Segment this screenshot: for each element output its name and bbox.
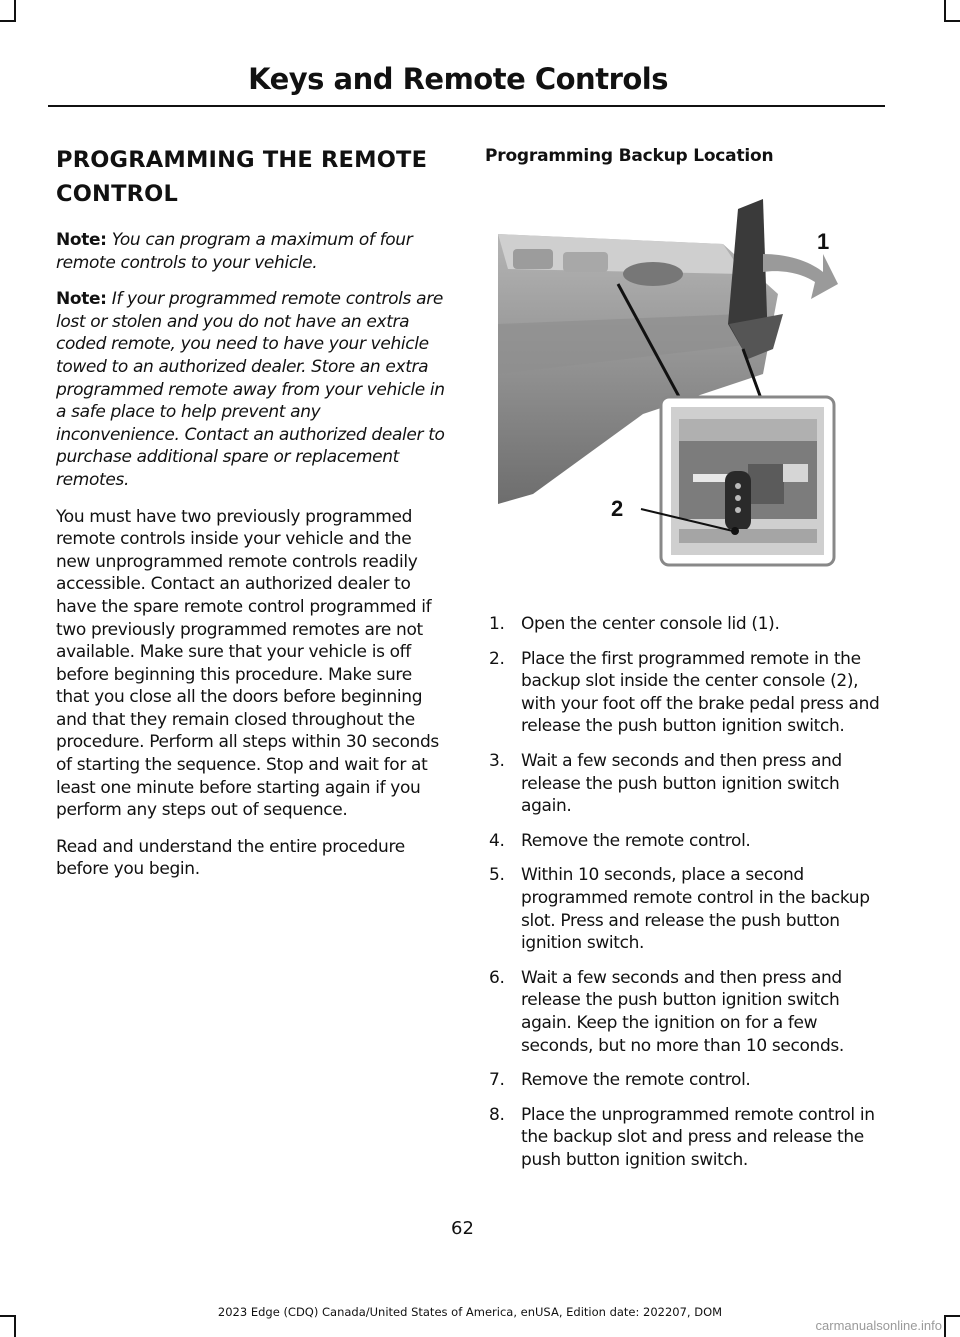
note-2-text: If your programmed remote controls are lost or stolen and you do not have an extra coded remote, you need to have your vehicle towed to an authorized dealer. Store an extra programmed remote away from your vehicle in a safe place to help prevent any inconvenience. Contact an authorized dealer to purchase additional spare or replacement remotes. (56, 289, 445, 490)
page-number: 62 (451, 1218, 474, 1239)
list-item (485, 750, 880, 818)
step-text: Wait a few seconds and then press and release the push button ignition switch again. (521, 750, 842, 817)
programming-steps-list (485, 613, 880, 1171)
console-illustration-drawing (493, 174, 841, 569)
list-item (485, 1069, 880, 1092)
step-text: Wait a few seconds and then press and release the push button ignition switch again. Keep the ignition on for a few seconds, but no more than 10 seconds. (521, 967, 844, 1056)
crop-mark (944, 20, 960, 22)
step-text: Place the unprogrammed remote control in the backup slot and press and release the push button ignition switch. (521, 1104, 875, 1170)
step-text: Place the first programmed remote in the backup slot inside the center console (2), with your foot off the brake pedal press and release the push button ignition switch. (521, 648, 880, 737)
step-text: Within 10 seconds, place a second programmed remote control in the backup slot. Press and release the push button ignition switch. (521, 865, 870, 954)
step-number: 2. (489, 648, 505, 669)
subheading-programming-backup-location: Programming Backup Location (485, 146, 774, 166)
step-text: Remove the remote control. (521, 1070, 751, 1091)
console-illustration (493, 174, 841, 569)
body-paragraph-1: You must have two previously programmed remote controls inside your vehicle and the new unprogrammed remote controls readily accessible. Contact an authorized dealer to have the spare remote control programmed if two previously programmed remotes are not available. Make sure that your vehicle is off before beginning this procedure. Make sure that you close all the doors before beginning and that they remain closed throughout the procedure. Perform all steps within 30 seconds of starting the sequence. Stop and wait for at least one minute before starting again if you perform any steps out of sequence. (56, 506, 439, 821)
crop-mark (0, 20, 16, 22)
step-number: 7. (489, 1070, 505, 1091)
crop-mark (944, 1317, 946, 1337)
header-divider (48, 105, 885, 107)
section-heading-line-1: PROGRAMMING THE REMOTE (56, 147, 428, 173)
step-number: 8. (489, 1104, 505, 1125)
note-2 (56, 288, 448, 491)
edition-footer: 2023 Edge (CDQ) Canada/United States of America, enUSA, Edition date: 202207, DOM (217, 1305, 723, 1319)
list-item (485, 967, 880, 1057)
callout-1: 1 (817, 229, 830, 254)
note-1-label: Note: (56, 230, 107, 250)
right-column (485, 146, 880, 1183)
note-1-text: You can program a maximum of four remote controls to your vehicle. (56, 230, 413, 273)
section-heading (56, 143, 448, 211)
note-1 (56, 229, 448, 274)
step-text: Remove the remote control. (521, 830, 751, 851)
list-item (485, 864, 880, 954)
step-number: 5. (489, 865, 505, 886)
crop-mark (14, 1317, 16, 1337)
section-heading-line-2: CONTROL (56, 181, 179, 207)
list-item (485, 648, 880, 738)
list-item (485, 830, 880, 853)
list-item (485, 1104, 880, 1172)
step-number: 6. (489, 967, 505, 988)
step-number: 3. (489, 750, 505, 771)
left-column (56, 143, 448, 895)
page-header-title: Keys and Remote Controls (248, 62, 668, 96)
note-2-label: Note: (56, 289, 107, 310)
step-text: Open the center console lid (1). (521, 614, 780, 634)
body-paragraph-2: Read and understand the entire procedure before you begin. (56, 836, 405, 880)
step-number: 1. (489, 614, 505, 634)
list-item (485, 613, 880, 636)
crop-mark (944, 1315, 960, 1317)
watermark-link[interactable]: carmanualsonline.info (815, 1318, 942, 1333)
step-number: 4. (489, 830, 505, 851)
crop-mark (944, 0, 946, 20)
callout-2: 2 (611, 496, 624, 521)
crop-mark (14, 0, 16, 20)
